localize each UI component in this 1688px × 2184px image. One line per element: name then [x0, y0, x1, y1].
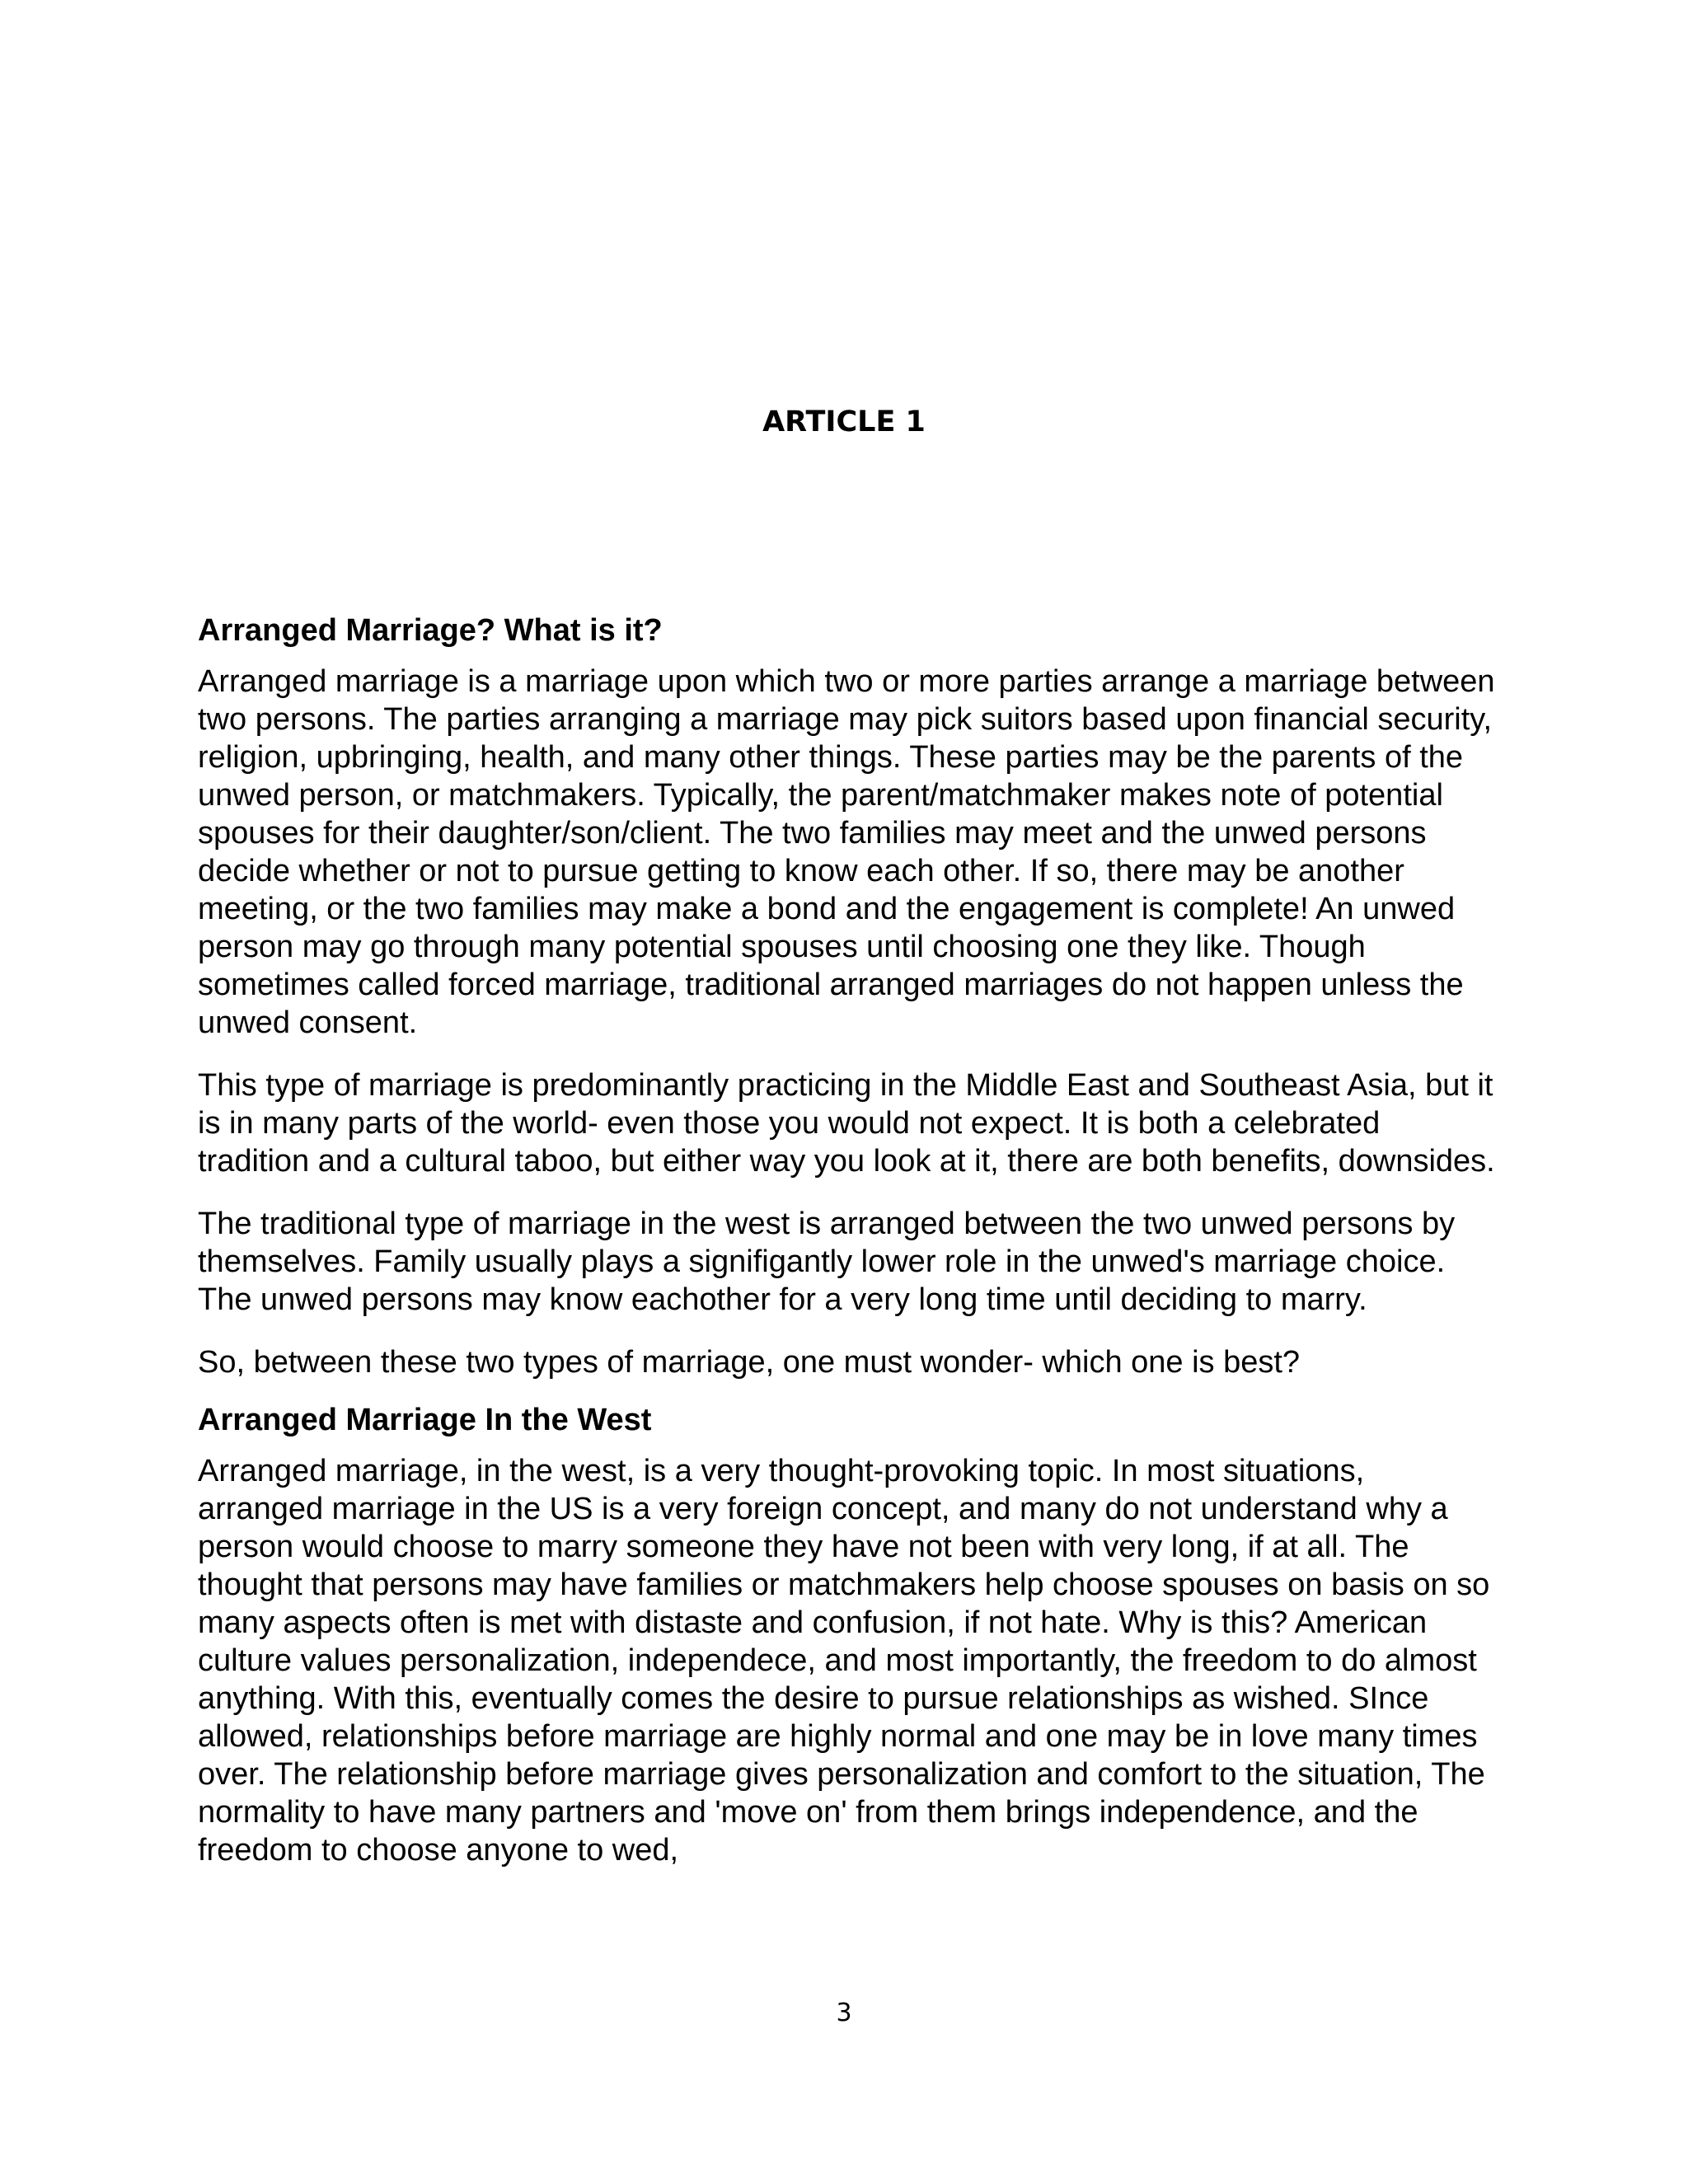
section-heading-what-is-it: Arranged Marriage? What is it? — [198, 613, 663, 648]
section-heading-in-the-west: Arranged Marriage In the West — [198, 1403, 652, 1437]
paragraph: The traditional type of marriage in the west is arranged between the two unwed persons by themselves. Family usually plays a signifigantly lower role in the unwed's marriage choice. The unwed persons may know eachother for a very long time until deciding to marry. — [198, 1207, 1456, 1317]
article-title: ARTICLE 1 — [762, 405, 926, 438]
page-number: 3 — [836, 1999, 852, 2027]
paragraph: This type of marriage is predominantly practicing in the Middle East and Southeast Asia, but it is in many parts of the world- even those you would not expect. It is both a celebrated tradition and a cultural taboo, but either way you look at it, there are both benefits, downsides. — [198, 1068, 1495, 1179]
paragraph: Arranged marriage is a marriage upon which two or more parties arrange a marriage between two persons. The parties arranging a marriage may pick suitors based upon financial security, religion, upbringing, health, and many other things. These parties may be the parents of the unwed person, or matchmakers. Typically, the parent/matchmaker makes note of potential spouses for their daughter/son/client. The two families may meet and the unwed persons decide whether or not to pursue getting to know each other. If so, there may be another meeting, or the two families may make a bond and the engagement is complete! An unwed person may go through many potential spouses until choosing one they like. Though sometimes called forced marriage, traditional arranged marriages do not happen unless the unwed consent. — [198, 664, 1495, 1040]
article-body — [198, 612, 1496, 1894]
paragraph: Arranged marriage, in the west, is a very thought-provoking topic. In most situations, arranged marriage in the US is a very foreign concept, and many do not understand why a person would choose to marry someone they have not been with very long, if at all. The thought that persons may have families or matchmakers help choose spouses on basis on so many aspects often is met with distaste and confusion, if not hate. Why is this? American culture values personalization, independece, and most importantly, the freedom to do almost anything. With this, eventually comes the desire to pursue relationships as wished. SInce allowed, relationships before marriage are highly normal and one may be in love many times over. The relationship before marriage gives personalization and comfort to the situation, The normality to have many partners and 'move on' from them brings independence, and the freedom to choose anyone to wed, — [198, 1454, 1490, 1868]
paragraph: So, between these two types of marriage, one must wonder- which one is best? — [198, 1345, 1301, 1380]
